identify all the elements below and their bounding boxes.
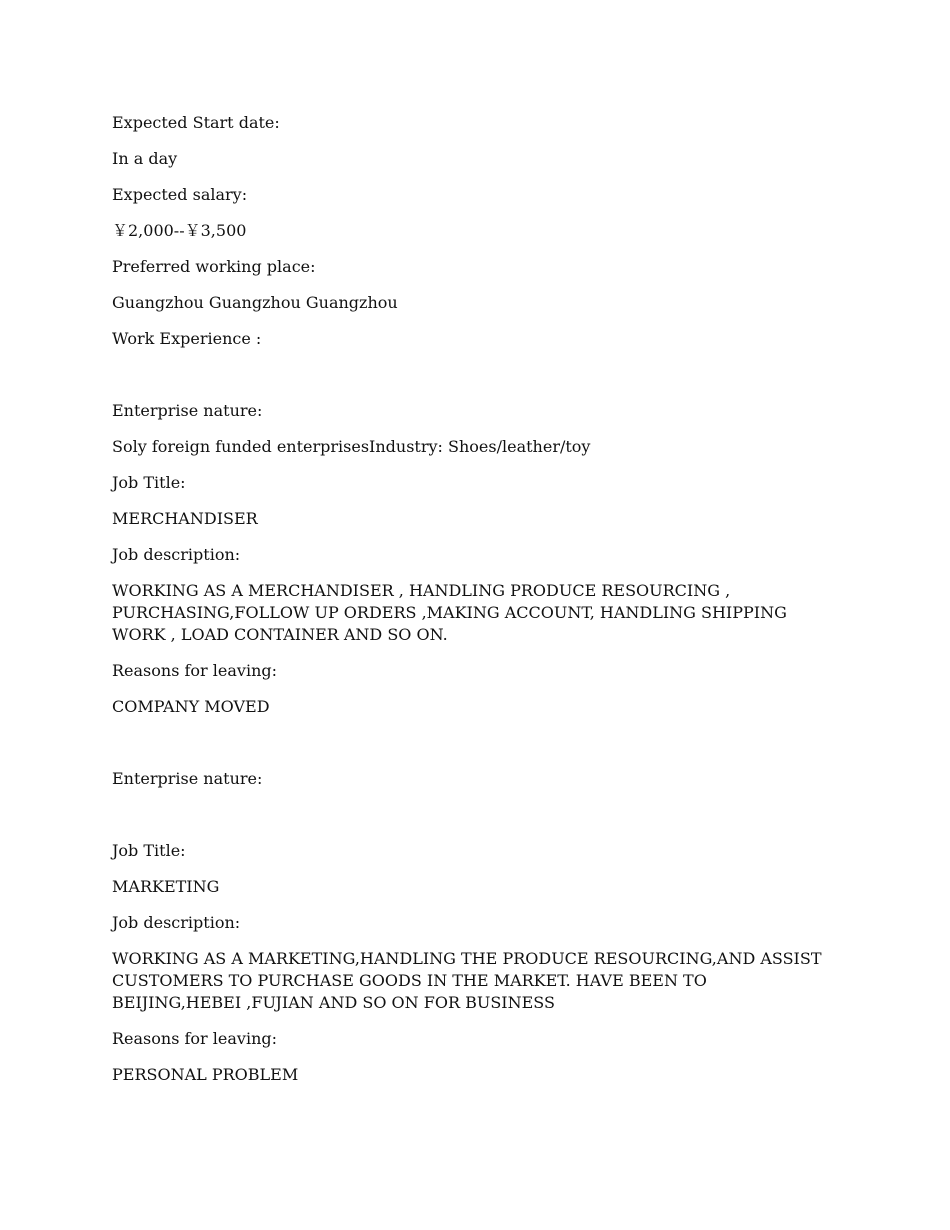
work-experience-heading: Work Experience : [112, 329, 262, 348]
job1-reasons-value: COMPANY MOVED [112, 697, 270, 716]
preferred-place-value: Guangzhou Guangzhou Guangzhou [112, 293, 398, 312]
job2-description-value: WORKING AS A MARKETING,HANDLING THE PRODUCE RESOURCING,AND ASSIST CUSTOMERS TO PURCHASE GOODS IN THE MARKET. HAVE BEEN TO BEIJING,HEBEI ,FUJIAN AND SO ON FOR BUSINESS [112, 949, 822, 1012]
job2-enterprise-nature-label: Enterprise nature: [112, 769, 263, 788]
job2-reasons-value: PERSONAL PROBLEM [112, 1065, 299, 1084]
job2-title-value: MARKETING [112, 877, 220, 896]
job2-reasons-label: Reasons for leaving: [112, 1029, 278, 1048]
expected-salary-label: Expected salary: [112, 185, 248, 204]
blank-line [112, 732, 832, 754]
job2-description-label: Job description: [112, 913, 241, 932]
expected-start-value: In a day [112, 149, 178, 168]
job1-description-value: WORKING AS A MERCHANDISER , HANDLING PRODUCE RESOURCING , PURCHASING,FOLLOW UP ORDERS ,MAKING ACCOUNT, HANDLING SHIPPING WORK , LOAD CONTAINER AND SO ON. [112, 581, 787, 644]
job1-description-label: Job description: [112, 545, 241, 564]
job2-title-label: Job Title: [112, 841, 186, 860]
job1-enterprise-nature-value: Soly foreign funded enterprisesIndustry: Shoes/leather/toy [112, 437, 591, 456]
expected-start-label: Expected Start date: [112, 113, 280, 132]
job2-enterprise-nature-value [112, 804, 832, 826]
document-body [112, 112, 832, 1100]
job1-enterprise-nature-label: Enterprise nature: [112, 401, 263, 420]
blank-line [112, 364, 832, 386]
job1-title-label: Job Title: [112, 473, 186, 492]
expected-salary-value: ￥2,000--￥3,500 [112, 221, 247, 240]
job1-reasons-label: Reasons for leaving: [112, 661, 278, 680]
job1-title-value: MERCHANDISER [112, 509, 258, 528]
preferred-place-label: Preferred working place: [112, 257, 316, 276]
